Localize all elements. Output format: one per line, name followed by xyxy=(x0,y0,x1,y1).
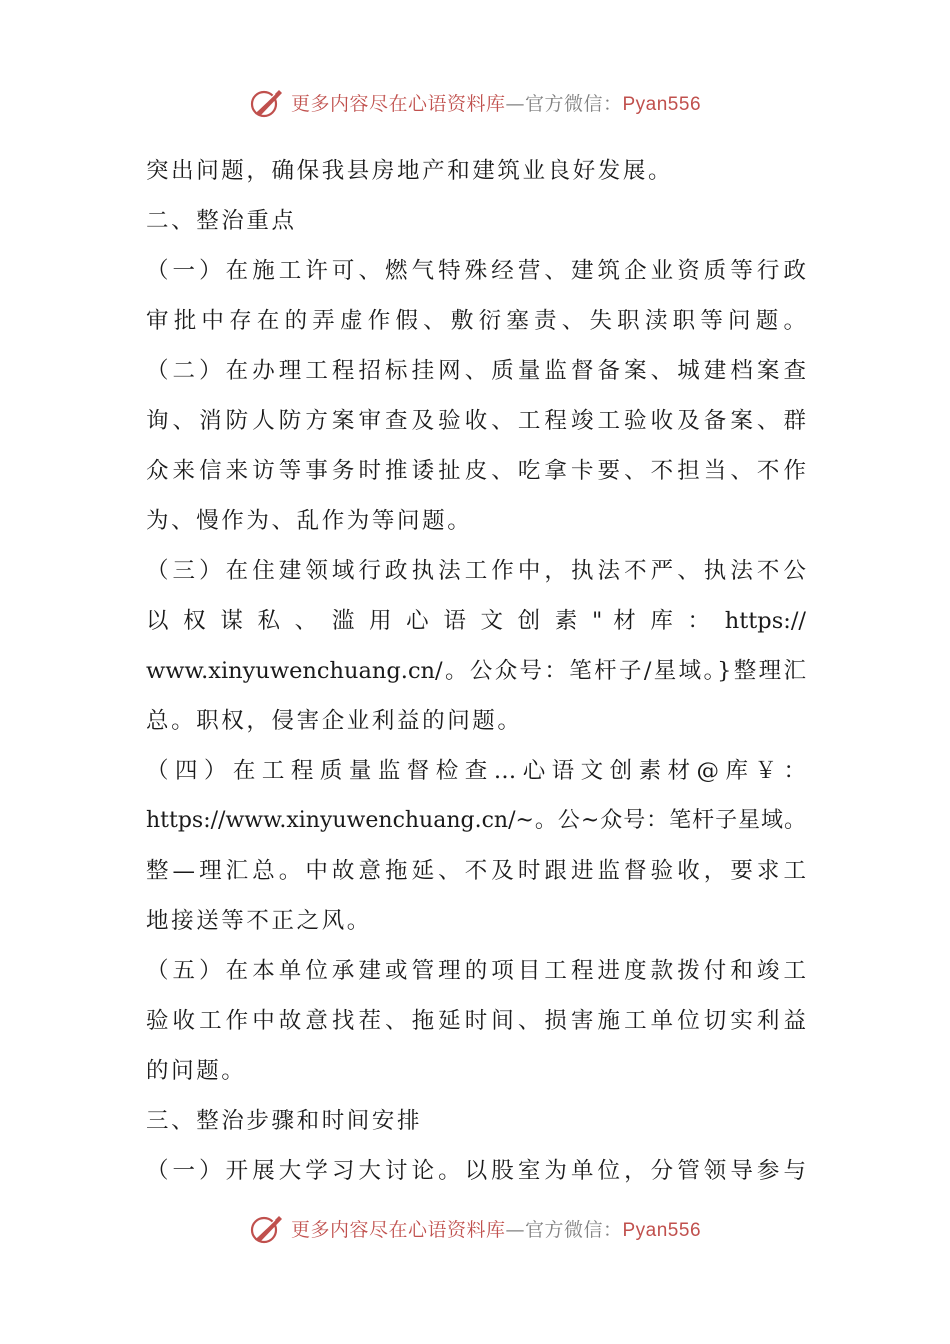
banner-text xyxy=(291,1215,701,1242)
body-line: 以 权 谋 私 、 滥 用 心 语 文 创 素 " 材 库 ： https:// xyxy=(146,608,806,634)
body-line: 众来信来访等事务时推诿扯皮、吃拿卡要、不担当、不作 xyxy=(146,458,806,484)
banner-wechat-label: 官方微信： xyxy=(524,92,623,115)
body-line: www.xinyuwenchuang.cn/。公众号：笔杆子/星域。}整理汇 xyxy=(146,658,806,684)
body-line: 询、消防人防方案审查及验收、工程竣工验收及备案、群 xyxy=(146,408,806,434)
banner-wechat-label: 官方微信： xyxy=(524,1218,623,1241)
banner-slogan: 更多内容尽在心语资料库 xyxy=(290,1218,506,1241)
body-line: 总。职权，侵害企业利益的问题。 xyxy=(146,708,523,734)
banner-text xyxy=(291,89,701,116)
quill-logo-icon xyxy=(249,1210,285,1246)
document-body xyxy=(146,146,806,1196)
body-line: 审批中存在的弄虚作假、敷衍塞责、失职渎职等问题。 xyxy=(146,308,806,334)
body-line: 的问题。 xyxy=(146,1058,247,1084)
body-line: （一）在施工许可、燃气特殊经营、建筑企业资质等行政 xyxy=(146,258,806,284)
body-line: （五）在本单位承建或管理的项目工程进度款拨付和竣工 xyxy=(146,958,806,984)
body-line: 验收工作中故意找茬、拖延时间、损害施工单位切实利益 xyxy=(146,1008,806,1034)
body-line: 为、慢作为、乱作为等问题。 xyxy=(146,508,473,534)
footer-banner xyxy=(0,1208,950,1248)
body-line: （一）开展大学习大讨论。以股室为单位，分管领导参与 xyxy=(146,1158,806,1184)
body-line: 地接送等不正之风。 xyxy=(146,908,372,934)
banner-dash: — xyxy=(505,92,525,115)
banner-wechat-id: Pyan556 xyxy=(622,93,702,115)
header-banner xyxy=(0,82,950,122)
body-line: （四）在工程质量监督检查…心语文创素材@库￥： xyxy=(146,758,806,784)
quill-logo-icon xyxy=(249,84,285,120)
section-heading: 二、整治重点 xyxy=(146,208,297,234)
body-line: 突出问题，确保我县房地产和建筑业良好发展。 xyxy=(146,158,674,184)
banner-wechat-id: Pyan556 xyxy=(622,1219,702,1241)
body-line: （三）在住建领域行政执法工作中，执法不严、执法不公 xyxy=(146,558,806,584)
body-line: https://www.xinyuwenchuang.cn/~。公~众号：笔杆子星域。 xyxy=(146,808,806,833)
banner-dash: — xyxy=(505,1218,525,1241)
section-heading: 三、整治步骤和时间安排 xyxy=(146,1108,423,1134)
body-line: （二）在办理工程招标挂网、质量监督备案、城建档案查 xyxy=(146,358,806,384)
body-line: 整—理汇总。中故意拖延、不及时跟进监督验收，要求工 xyxy=(146,858,806,884)
banner-slogan: 更多内容尽在心语资料库 xyxy=(290,92,506,115)
